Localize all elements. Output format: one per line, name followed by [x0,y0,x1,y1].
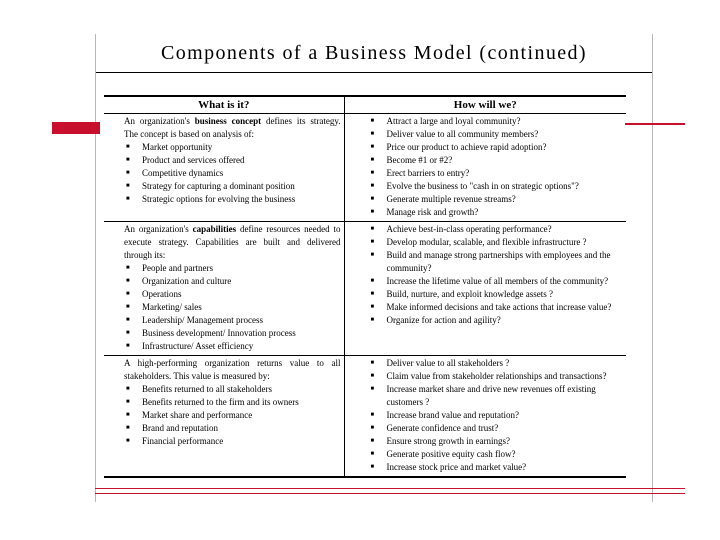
what-cell [104,114,344,222]
list-item: ■ Develop modular, scalable, and flexible infrastructure ? [369,236,624,249]
left-bullet-list [124,141,341,206]
table-header-row [104,96,626,114]
business-model-table [104,95,626,478]
list-item: ■ Business development/ Innovation process [124,327,341,340]
slide-frame-left-line [95,34,96,502]
list-item: ■ Infrastructure/ Asset efficiency [124,340,341,353]
list-item: ■ Increase market share and drive new revenues off existing customers ? [369,383,624,409]
list-item: ■ Leadership/ Management process [124,314,341,327]
list-item: ■ Build and manage strong partnerships with employees and the community? [369,249,624,275]
right-bullet-list [369,115,624,219]
list-item: ■ Deliver value to all stakeholders ? [369,357,624,370]
list-item: ■ Financial performance [124,435,341,448]
list-item: ■ People and partners [124,262,341,275]
list-item: ■ Operations [124,288,341,301]
list-item: ■ Brand and reputation [124,422,341,435]
right-bullet-list [369,357,624,474]
list-item: ■ Achieve best-in-class operating performance? [369,223,624,236]
row-intro-text: A high-performing organization returns value to all stakeholders. This value is measured by: [124,358,341,381]
list-item: ■ Make informed decisions and take actions that increase value? [369,301,624,314]
list-item: ■ Organization and culture [124,275,341,288]
list-item: ■ Strategy for capturing a dominant position [124,180,341,193]
list-item: ■ Build, nurture, and exploit knowledge assets ? [369,288,624,301]
list-item: ■ Benefits returned to the firm and its owners [124,396,341,409]
row-intro-text: An organization's capabilities define resources needed to execute strategy. Capabilities are built and delivered through its: [124,224,341,260]
list-item: ■ Strategic options for evolving the business [124,193,341,206]
what-cell [104,356,344,478]
list-item: ■ Evolve the business to "cash in on strategic options"? [369,180,624,193]
list-item: ■ Erect barriers to entry? [369,167,624,180]
list-item: ■ Product and services offered [124,154,341,167]
decorative-red-bar [52,122,100,134]
list-item: ■ Benefits returned to all stakeholders [124,383,341,396]
left-bullet-list [124,262,341,353]
title-underline [96,72,652,73]
slide-frame-right-line [652,34,653,502]
bottom-red-rule [95,488,685,489]
list-item: ■ Competitive dynamics [124,167,341,180]
list-item: ■ Manage risk and growth? [369,206,624,219]
list-item: ■ Generate multiple revenue streams? [369,193,624,206]
how-cell [344,222,626,356]
list-item: ■ Generate positive equity cash flow? [369,448,624,461]
list-item: ■ Generate confidence and trust? [369,422,624,435]
row-intro-text: An organization's business concept defines its strategy. The concept is based on analysis of: [124,116,341,139]
slide-title: Components of a Business Model (continued) [161,42,587,64]
list-item: ■ Attract a large and loyal community? [369,115,624,128]
list-item: ■ Increase stock price and market value? [369,461,624,474]
list-item: ■ Ensure strong growth in earnings? [369,435,624,448]
how-cell [344,356,626,478]
list-item: ■ Claim value from stakeholder relationships and transactions? [369,370,624,383]
how-cell [344,114,626,222]
list-item: ■ Price our product to achieve rapid adoption? [369,141,624,154]
list-item: ■ Marketing/ sales [124,301,341,314]
table-row [104,114,626,222]
bottom-red-rule-2 [95,493,685,494]
list-item: ■ Increase brand value and reputation? [369,409,624,422]
right-bullet-list [369,223,624,327]
left-bullet-list [124,383,341,448]
list-item: ■ Market opportunity [124,141,341,154]
list-item: ■ Organize for action and agility? [369,314,624,327]
list-item: ■ Become #1 or #2? [369,154,624,167]
what-cell [104,222,344,356]
decorative-red-line [625,123,685,125]
list-item: ■ Deliver value to all community members? [369,128,624,141]
table-row [104,222,626,356]
list-item: ■ Market share and performance [124,409,341,422]
header-what-is-it: What is it? [104,96,344,114]
table-row [104,356,626,478]
list-item: ■ Increase the lifetime value of all members of the community? [369,275,624,288]
header-how-will-we: How will we? [344,96,626,114]
